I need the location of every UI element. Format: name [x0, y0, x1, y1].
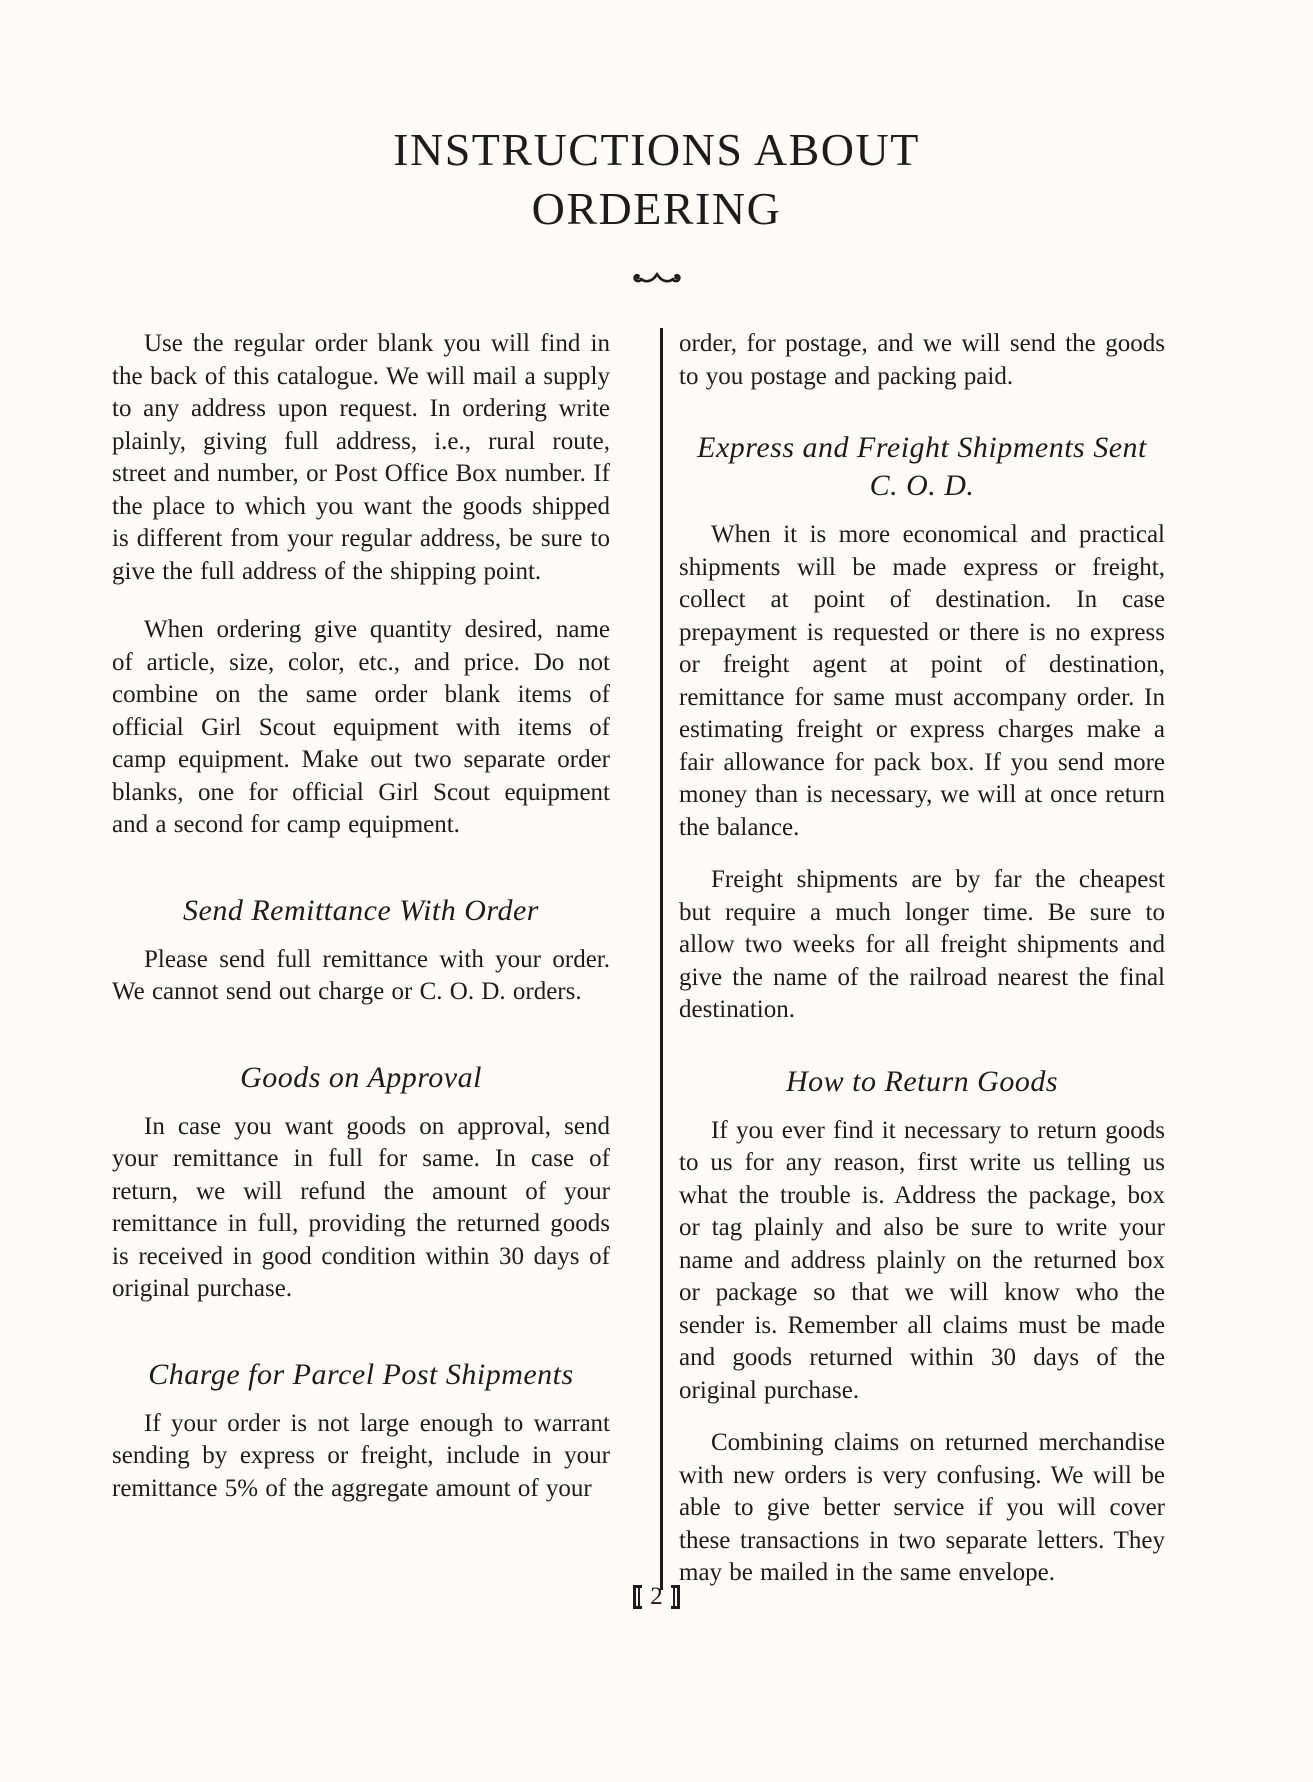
page-number — [0, 1584, 1313, 1609]
heading-express-cod — [679, 429, 1165, 505]
heading-how-to-return: How to Return Goods — [786, 1064, 1058, 1098]
paragraph-quantity: When ordering give quantity desired, name of article, size, color, etc., and price. Do not combine on the same order blank items of official Girl Scout equipment with items of camp equipment. Make out two separate order blanks, one for official Girl Scout equipment and a second for camp equipment. — [112, 616, 610, 838]
page-title — [0, 0, 1313, 238]
paragraph-postage-continuation: order, for postage, and we will send the goods to you postage and packing paid. — [679, 330, 1165, 390]
paragraph-cod: When it is more economical and practical shipments will be made express or freight, collect at point of destination. In case prepayment is requested or there is no express or freight agent at point of destination, remittance for same must accompany order. In estimating freight or express charges make a fair allowance for pack box. If you send more money than is necessary, we will at once return the balance. — [679, 521, 1165, 841]
heading-send-remittance: Send Remittance With Order — [183, 893, 539, 927]
right-column — [660, 328, 1165, 1590]
title-line-1: INSTRUCTIONS ABOUT — [393, 124, 920, 175]
paragraph-freight: Freight shipments are by far the cheapest but require a much longer time. Be sure to allow two weeks for all freight shipments and give the name of the railroad nearest the final destination. — [679, 866, 1165, 1023]
fleuron-ornament — [0, 268, 1313, 288]
paragraph-parcel-post: If your order is not large enough to warrant sending by express or freight, include in your remittance 5% of the aggregate amount of your — [112, 1409, 610, 1502]
double-bracket-left — [633, 1585, 642, 1609]
heading-parcel-post: Charge for Parcel Post Shipments — [148, 1357, 574, 1391]
title-line-2: ORDERING — [531, 183, 782, 234]
fleuron-icon — [631, 268, 683, 288]
heading-express-line-2: C. O. D. — [869, 469, 975, 502]
two-column-body — [0, 328, 1313, 1590]
paragraph-order-blank: Use the regular order blank you will find in the back of this catalogue. We will mail a supply to any address upon request. In ordering write plainly, giving full address, i.e., rural route, street and number, or Post Office Box number. If the place to which you want the goods shipped is different from your regular address, be sure to give the full address of the shipping point. — [112, 330, 610, 585]
paragraph-remittance: Please send full remittance with your order. We cannot send out charge or C. O. D. orders. — [112, 945, 610, 1005]
heading-goods-on-approval: Goods on Approval — [240, 1060, 482, 1094]
paragraph-combining: Combining claims on returned merchandise with new orders is very confusing. We will be able to give better service if you will cover these transactions in two separate letters. They may be mailed in the same envelope. — [679, 1429, 1165, 1586]
left-column — [112, 328, 610, 1590]
page-number-value: 2 — [650, 1583, 663, 1610]
paragraph-approval: In case you want goods on approval, send your remittance in full for same. In case of return, we will refund the amount of your remittance in full, providing the returned goods is received in good condition within 30 days of original purchase. — [112, 1112, 610, 1302]
paragraph-return: If you ever find it necessary to return goods to us for any reason, first write us telling us what the trouble is. Address the package, box or tag plainly and also be sure to write your name and address plainly on the returned box or package so that we will know who the sender is. Remember all claims must be made and goods returned within 30 days of the original purchase. — [679, 1116, 1165, 1404]
heading-express-line-1: Express and Freight Shipments Sent — [697, 431, 1147, 464]
double-bracket-right — [671, 1585, 680, 1609]
